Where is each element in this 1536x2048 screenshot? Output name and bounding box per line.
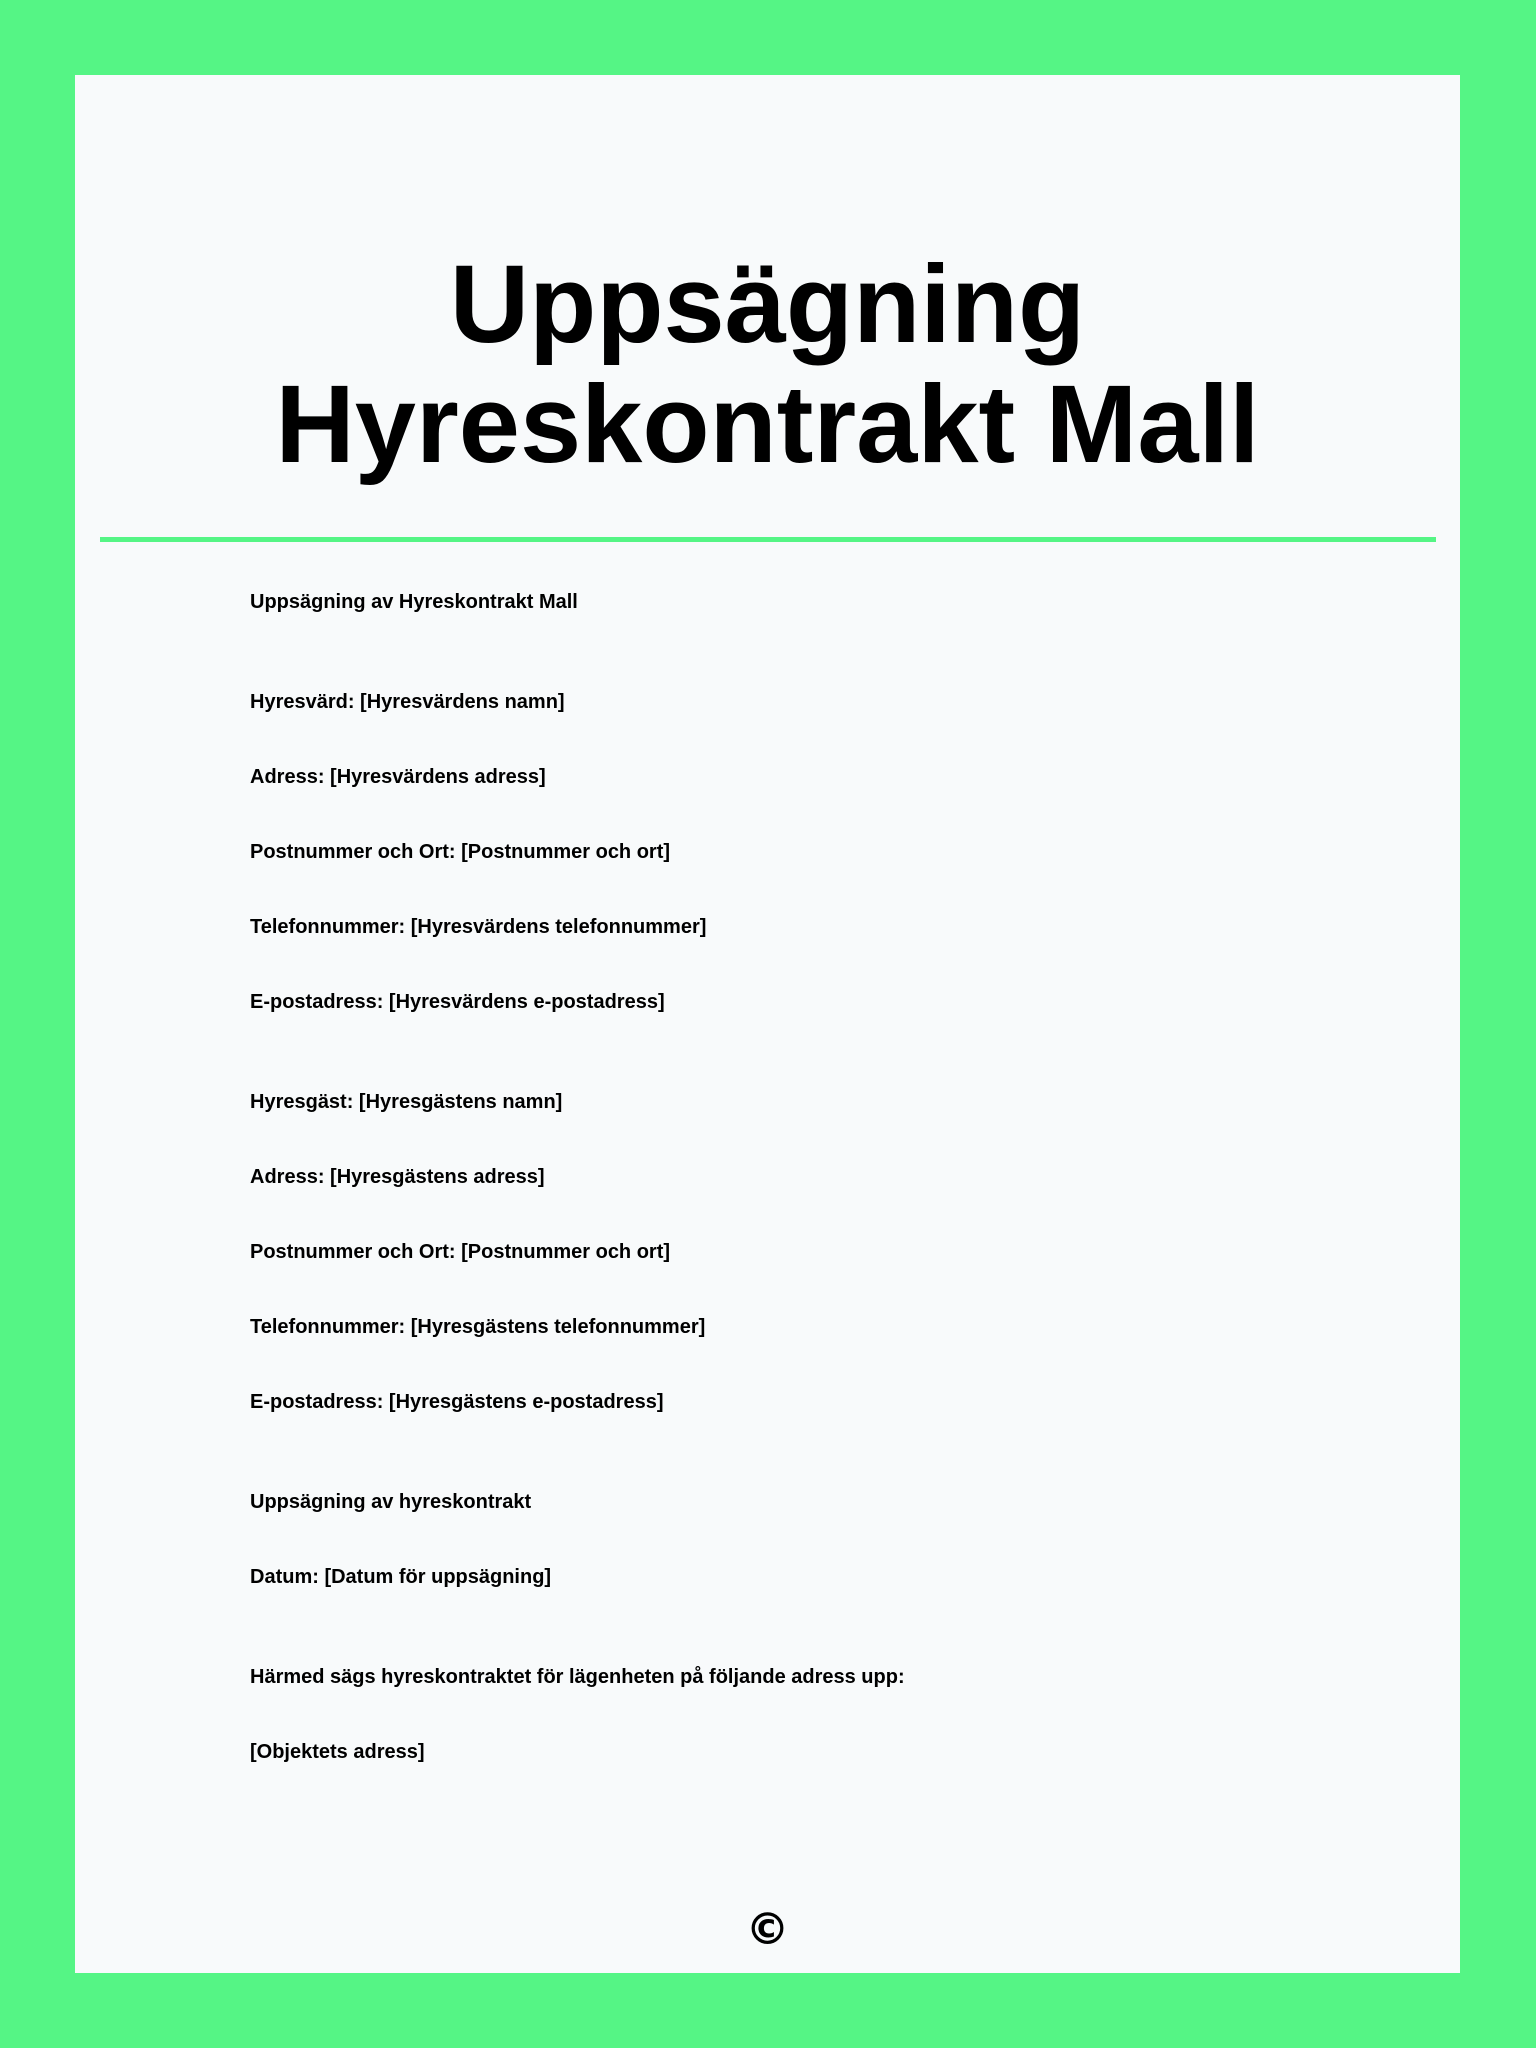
landlord-postal: Postnummer och Ort: [Postnummer och ort] <box>250 841 671 863</box>
landlord-address: Adress: [Hyresvärdens adress] <box>250 766 546 788</box>
tenant-address: Adress: [Hyresgästens adress] <box>250 1166 545 1188</box>
termination-date: Datum: [Datum för uppsägning] <box>250 1566 552 1588</box>
tenant-postal: Postnummer och Ort: [Postnummer och ort] <box>250 1241 671 1263</box>
title-divider <box>100 537 1436 542</box>
termination-heading: Uppsägning av hyreskontrakt <box>250 1491 532 1513</box>
termination-statement: Härmed sägs hyreskontraktet för lägenheten på följande adress upp: <box>250 1666 905 1688</box>
landlord-phone: Telefonnummer: [Hyresvärdens telefonnummer] <box>250 916 707 938</box>
document-page <box>75 75 1460 1973</box>
document-heading: Uppsägning av Hyreskontrakt Mall <box>250 591 578 613</box>
page-title: Uppsägning Hyreskontrakt Mall <box>275 243 1260 486</box>
landlord-name: Hyresvärd: [Hyresvärdens namn] <box>250 691 565 713</box>
landlord-email: E-postadress: [Hyresvärdens e-postadress] <box>250 991 665 1013</box>
object-address: [Objektets adress] <box>250 1741 425 1763</box>
tenant-phone: Telefonnummer: [Hyresgästens telefonnummer] <box>250 1316 706 1338</box>
tenant-email: E-postadress: [Hyresgästens e-postadress] <box>250 1391 664 1413</box>
tenant-name: Hyresgäst: [Hyresgästens namn] <box>250 1091 563 1113</box>
copyright-icon: © <box>745 1904 790 1955</box>
